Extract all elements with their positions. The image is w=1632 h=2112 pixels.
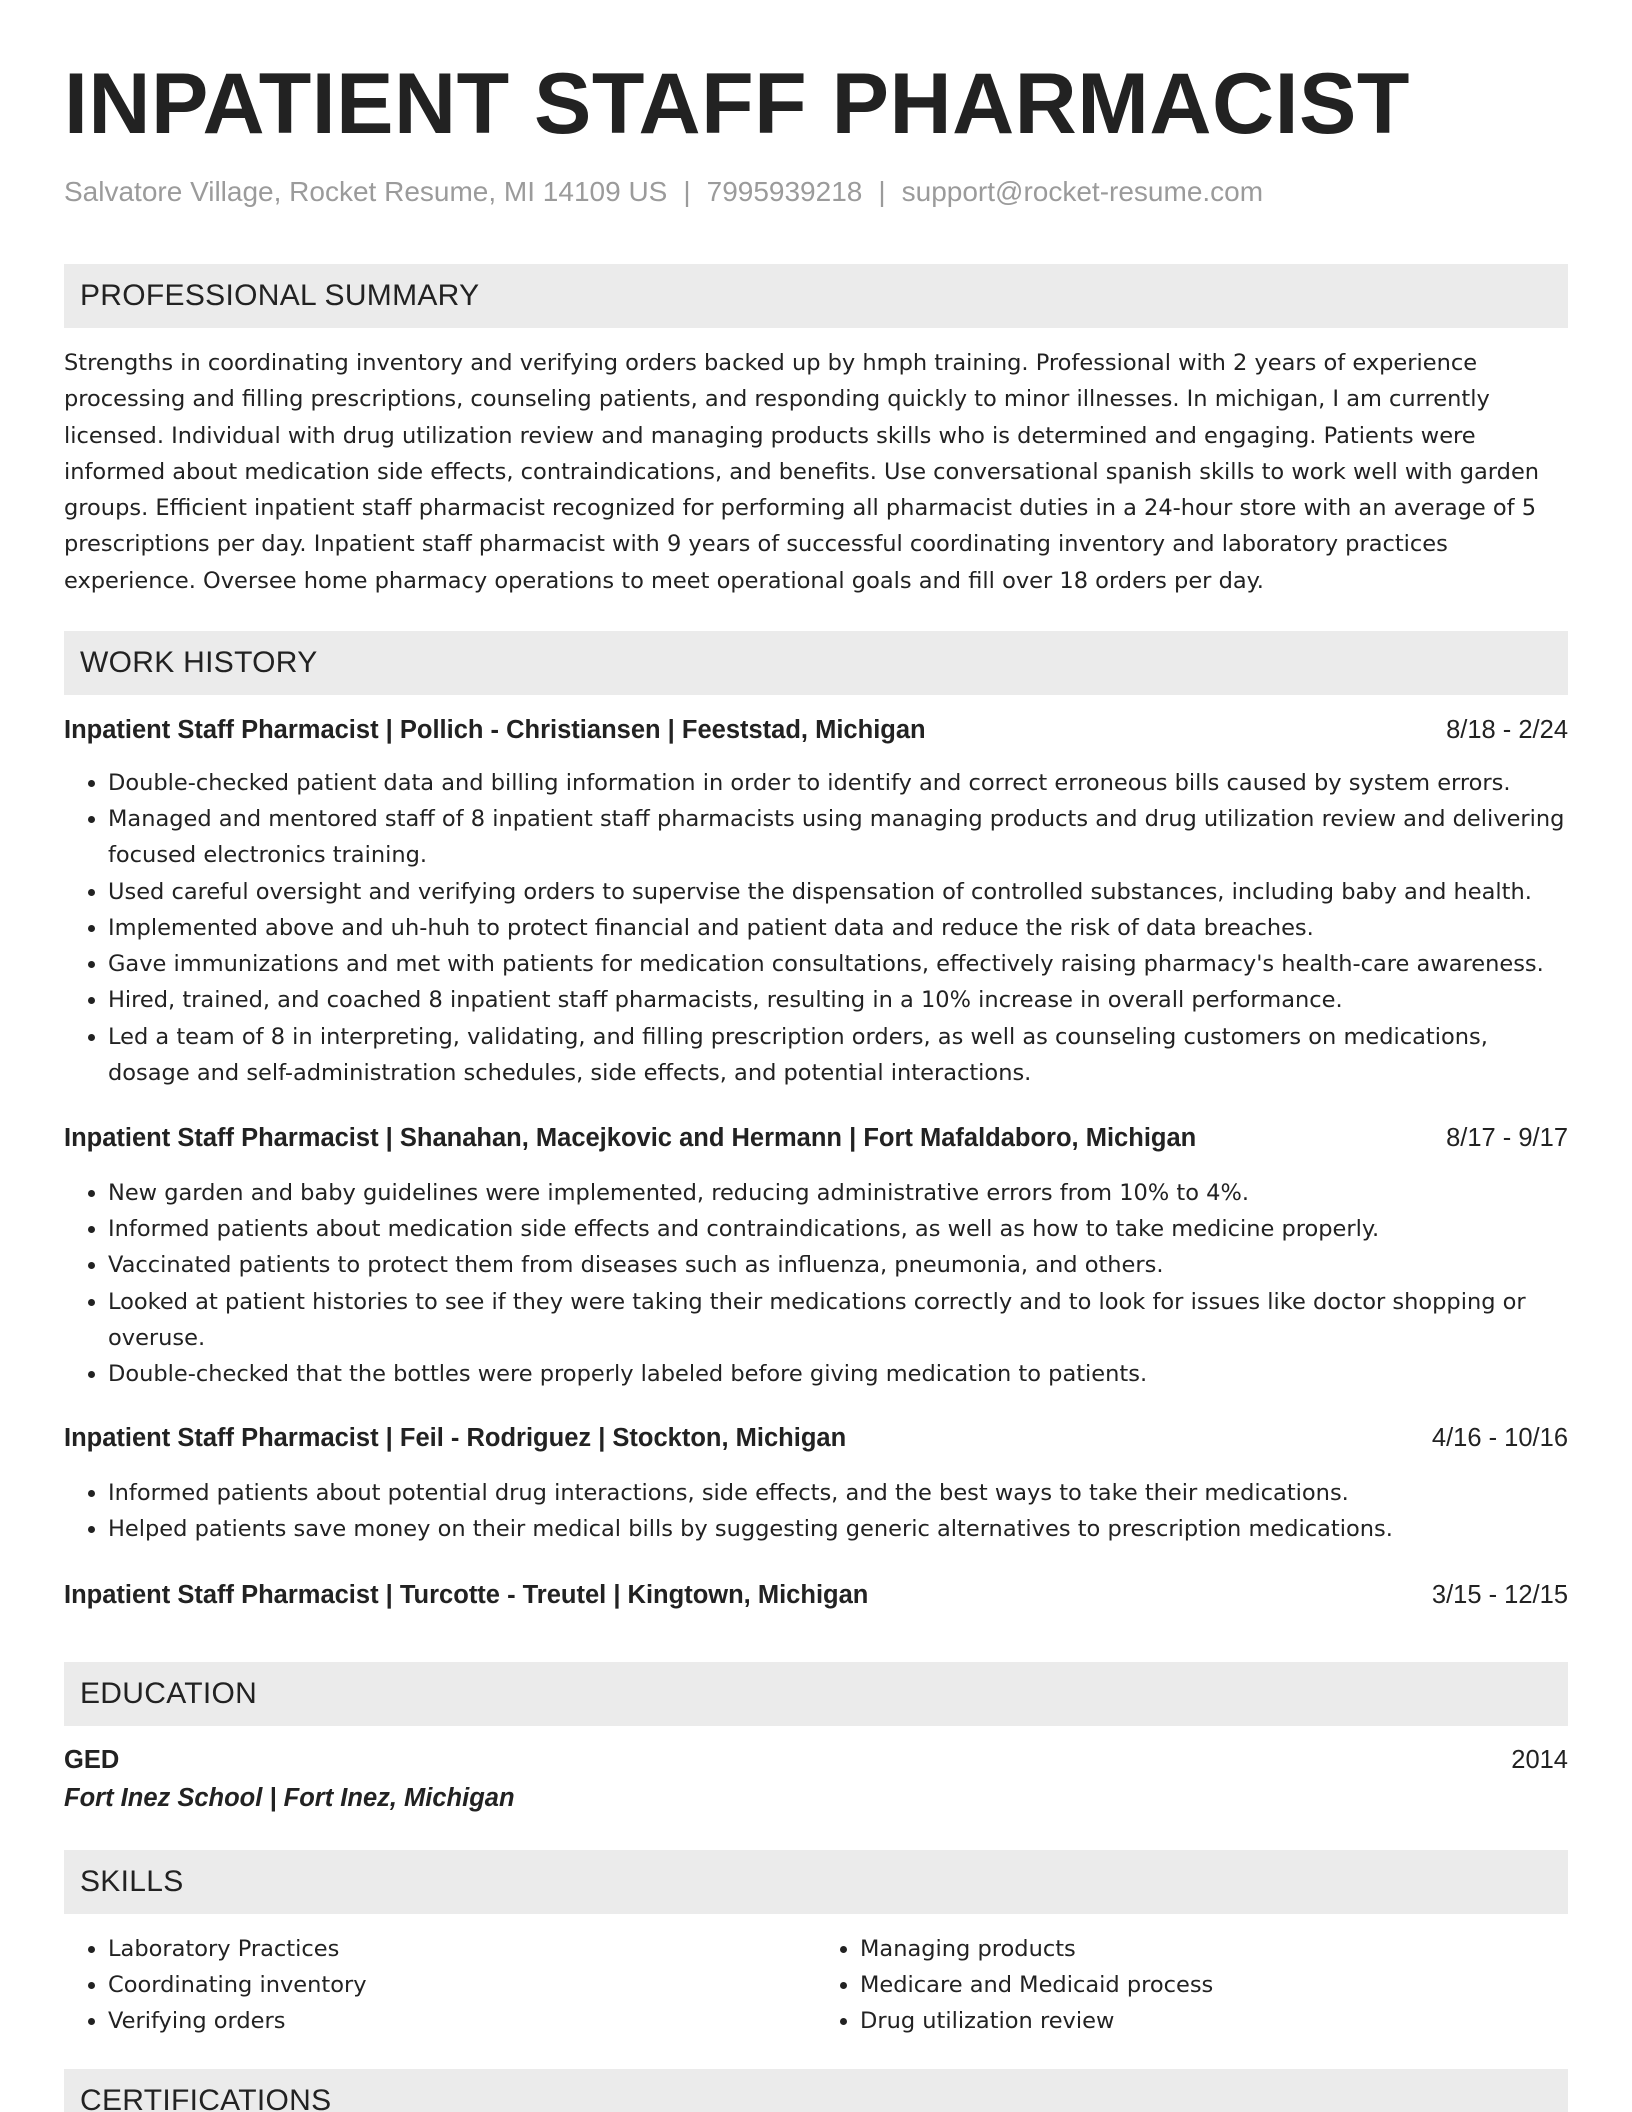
contact-separator: |	[683, 176, 691, 207]
job-entry	[64, 1421, 1568, 1547]
job-bullet: • Used careful oversight and verifying orders to supervise the dispensation of controlled substances, including baby and health.	[108, 874, 1568, 910]
graduation-year: 2014	[1511, 1745, 1568, 1774]
job-bullet: • Double-checked that the bottles were properly labeled before giving medication to patients.	[108, 1356, 1568, 1392]
job-entry	[64, 1121, 1568, 1392]
job-entry	[64, 1578, 1568, 1612]
job-bullet: • Vaccinated patients to protect them from diseases such as influenza, pneumonia, and others.	[108, 1247, 1568, 1283]
job-bullet: • Looked at patient histories to see if they were taking their medications correctly and to look for issues like doctor shopping or overuse.	[108, 1284, 1568, 1356]
skill-item: • Coordinating inventory	[108, 1967, 816, 2003]
skill-item: • Verifying orders	[108, 2003, 816, 2039]
job-title: Inpatient Staff Pharmacist | Pollich - Christiansen | Feeststad, Michigan	[64, 716, 926, 745]
skill-item: • Managing products	[860, 1931, 1568, 1967]
job-bullet: • Hired, trained, and coached 8 inpatient staff pharmacists, resulting in a 10% increase in overall performance.	[108, 982, 1568, 1018]
job-bullet: • Led a team of 8 in interpreting, validating, and filling prescription orders, as well as counseling customers on medications, dosage and self-administration schedules, side effects, and potential interactions.	[108, 1019, 1568, 1091]
job-header	[64, 713, 1568, 747]
job-bullet: • Implemented above and uh-huh to protect financial and patient data and reduce the risk of data breaches.	[108, 910, 1568, 946]
summary-text: Strengths in coordinating inventory and verifying orders backed up by hmph training. Professional with 2 years of experience processing and filling prescriptions, counseling patients, and responding quickly to minor illnesses. In michigan, I am currently licensed. Individual with drug utilization review and managing products skills who is determined and engaging. Patients were informed about medication side effects, contraindications, and benefits. Use conversational spanish skills to work well with garden groups. Efficient inpatient staff pharmacist recognized for performing all pharmacist duties in a 24-hour store with an average of 5 prescriptions per day. Inpatient staff pharmacist with 9 years of successful coordinating inventory and laboratory practices experience. Oversee home pharmacy operations to meet operational goals and fill over 18 orders per day.	[64, 350, 1540, 594]
section-heading-skills: SKILLS	[64, 1850, 1568, 1914]
job-title: Inpatient Staff Pharmacist | Feil - Rodriguez | Stockton, Michigan	[64, 1424, 847, 1453]
email: support@rocket-resume.com	[901, 176, 1264, 207]
job-bullet: • Helped patients save money on their medical bills by suggesting generic alternatives to prescription medications.	[108, 1511, 1568, 1547]
job-bullet: • Informed patients about potential drug interactions, side effects, and the best ways to take their medications.	[108, 1475, 1568, 1511]
contact-line	[64, 172, 1568, 212]
section-heading-certifications: CERTIFICATIONS	[64, 2069, 1568, 2112]
section-heading-summary: PROFESSIONAL SUMMARY	[64, 264, 1568, 328]
skill-item: • Laboratory Practices	[108, 1931, 816, 1967]
skill-item: • Medicare and Medicaid process	[860, 1967, 1568, 2003]
skill-item: • Drug utilization review	[860, 2003, 1568, 2039]
phone: 7995939218	[706, 176, 863, 207]
skills-list	[64, 1931, 1568, 2040]
job-header	[64, 1121, 1568, 1155]
job-title: Inpatient Staff Pharmacist | Shanahan, Macejkovic and Hermann | Fort Mafaldaboro, Michigan	[64, 1123, 1197, 1152]
job-dates: 8/17 - 9/17	[1446, 1123, 1568, 1152]
job-bullets	[64, 1175, 1568, 1392]
degree: GED	[64, 1745, 120, 1774]
school: Fort Inez School | Fort Inez, Michigan	[64, 1783, 515, 1812]
job-bullets	[64, 765, 1568, 1091]
job-entry	[64, 713, 1568, 1091]
job-dates: 8/18 - 2/24	[1446, 716, 1568, 745]
address: Salvatore Village, Rocket Resume, MI 14109 US	[64, 176, 668, 207]
resume-title: INPATIENT STAFF PHARMACIST	[64, 56, 1410, 152]
job-bullet: • Informed patients about medication side effects and contraindications, as well as how to take medicine properly.	[108, 1211, 1568, 1247]
job-dates: 3/15 - 12/15	[1431, 1580, 1568, 1609]
skills-column-right	[816, 1931, 1568, 2040]
job-title: Inpatient Staff Pharmacist | Turcotte - Treutel | Kingtown, Michigan	[64, 1580, 869, 1609]
job-header	[64, 1421, 1568, 1455]
job-bullets	[64, 1475, 1568, 1547]
education-entry	[64, 1743, 1568, 1777]
contact-separator: |	[878, 176, 886, 207]
skills-column-left	[64, 1931, 816, 2040]
job-bullet: • New garden and baby guidelines were implemented, reducing administrative errors from 10% to 4%.	[108, 1175, 1568, 1211]
job-header	[64, 1578, 1568, 1612]
job-bullet: • Double-checked patient data and billing information in order to identify and correct erroneous bills caused by system errors.	[108, 765, 1568, 801]
section-heading-education: EDUCATION	[64, 1662, 1568, 1726]
section-heading-work-history: WORK HISTORY	[64, 631, 1568, 695]
job-bullet: • Gave immunizations and met with patients for medication consultations, effectively raising pharmacy's health-care awareness.	[108, 946, 1568, 982]
job-dates: 4/16 - 10/16	[1431, 1424, 1568, 1453]
job-bullet: • Managed and mentored staff of 8 inpatient staff pharmacists using managing products and drug utilization review and delivering focused electronics training.	[108, 801, 1568, 873]
